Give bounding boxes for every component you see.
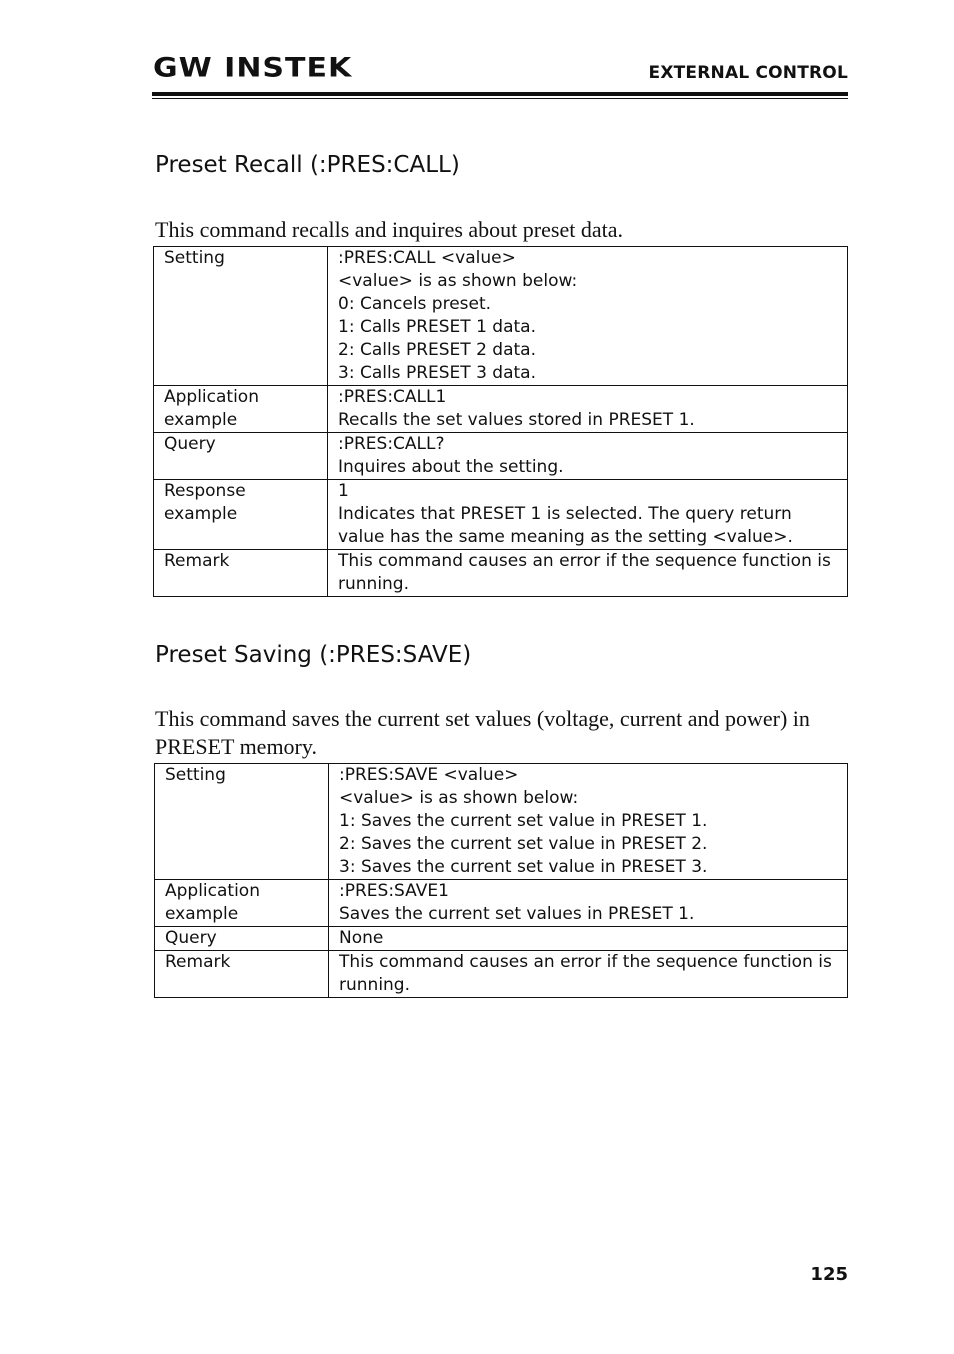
chapter-header: EXTERNAL CONTROL: [648, 63, 848, 83]
table-row: [154, 433, 848, 480]
value-line: 1: Calls PRESET 1 data.: [338, 317, 536, 337]
value-line: :PRES:CALL <value>: [338, 248, 516, 268]
row-key: Query: [155, 927, 329, 951]
value-line: :PRES:CALL1: [338, 387, 447, 407]
value-line: None: [339, 928, 384, 948]
row-value: [328, 480, 848, 550]
value-line: 2: Saves the current set value in PRESET 2.: [339, 834, 708, 854]
value-line: 1: Saves the current set value in PRESET 1.: [339, 811, 708, 831]
value-line: 0: Cancels preset.: [338, 294, 492, 314]
command-table-preset-recall: [153, 246, 848, 597]
section-heading-preset-recall: Preset Recall (:PRES:CALL): [155, 152, 460, 178]
row-value: [328, 433, 848, 480]
value-line: <value> is as shown below:: [339, 788, 579, 808]
row-value: [329, 880, 848, 927]
table-row: [155, 927, 848, 951]
table-row: [155, 764, 848, 880]
table-row: [154, 386, 848, 433]
value-line: 3: Calls PRESET 3 data.: [338, 363, 536, 383]
command-table-preset-saving: [154, 763, 848, 998]
row-value: [328, 550, 848, 597]
table-row: [155, 951, 848, 998]
header-rule-thin: [152, 98, 848, 99]
row-key: Remark: [155, 951, 329, 998]
header-rule-thick: [152, 92, 848, 96]
row-value: [328, 386, 848, 433]
value-line: Saves the current set values in PRESET 1.: [339, 904, 695, 924]
value-line: <value> is as shown below:: [338, 271, 578, 291]
table-row: [154, 550, 848, 597]
page-number: 125: [810, 1264, 848, 1285]
row-key: Application example: [155, 880, 329, 927]
row-key: Remark: [154, 550, 328, 597]
table-row: [154, 247, 848, 386]
row-value: [329, 764, 848, 880]
value-line: This command causes an error if the sequence function is running.: [338, 551, 831, 594]
value-line: This command causes an error if the sequence function is running.: [339, 952, 832, 995]
row-value: [329, 951, 848, 998]
value-line: 2: Calls PRESET 2 data.: [338, 340, 536, 360]
row-key: Setting: [155, 764, 329, 880]
value-line: :PRES:CALL?: [338, 434, 445, 454]
value-line: 3: Saves the current set value in PRESET 3.: [339, 857, 708, 877]
row-value: [328, 247, 848, 386]
value-line: Inquires about the setting.: [338, 457, 564, 477]
section-intro-preset-saving: This command saves the current set values (voltage, current and power) in PRESET memory.: [155, 706, 810, 759]
value-line: Recalls the set values stored in PRESET 1.: [338, 410, 695, 430]
row-key: Setting: [154, 247, 328, 386]
section-intro-preset-recall: This command recalls and inquires about preset data.: [155, 217, 623, 242]
value-line: :PRES:SAVE1: [339, 881, 449, 901]
row-value: [329, 927, 848, 951]
row-key: Response example: [154, 480, 328, 550]
value-line: :PRES:SAVE <value>: [339, 765, 519, 785]
value-line: Indicates that PRESET 1 is selected. The query return value has the same meaning as the setting <value>.: [338, 504, 793, 547]
table-row: [155, 880, 848, 927]
value-line: 1: [338, 481, 349, 501]
section-heading-preset-saving: Preset Saving (:PRES:SAVE): [155, 642, 472, 668]
gw-instek-logo: GW INSTEK: [153, 52, 353, 84]
row-key: Application example: [154, 386, 328, 433]
table-row: [154, 480, 848, 550]
row-key: Query: [154, 433, 328, 480]
